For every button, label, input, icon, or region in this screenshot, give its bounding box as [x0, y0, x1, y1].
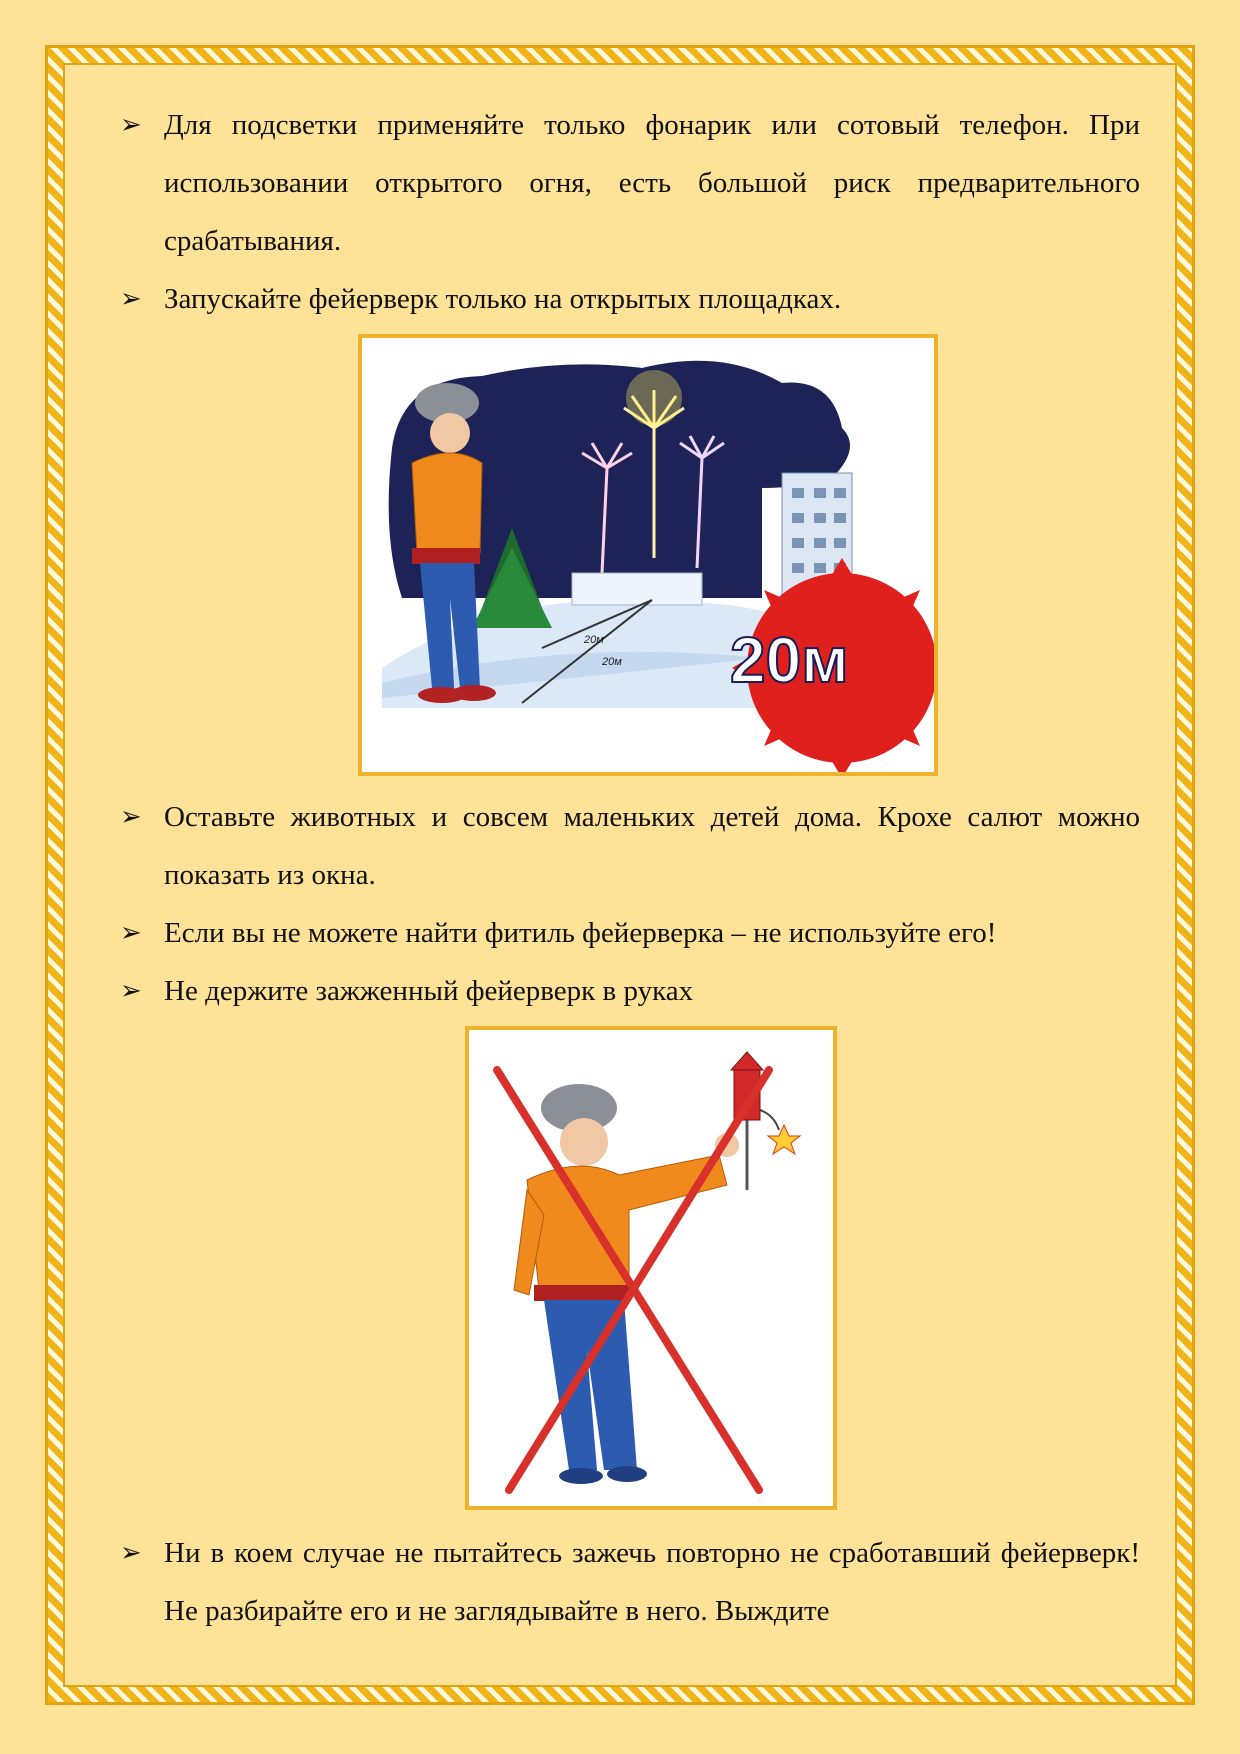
list-item	[120, 788, 1140, 904]
distance-badge-label: 20м	[730, 624, 849, 696]
list-item-text: Оставьте животных и совсем маленьких детей дома. Крохе салют можно показать из окна.	[164, 801, 1140, 891]
list-item	[120, 96, 1140, 270]
list-item	[120, 270, 1140, 328]
distance-label: 20м	[584, 634, 604, 646]
fireworks-distance-illustration	[358, 334, 938, 776]
holding-firework-forbidden-illustration	[465, 1026, 837, 1510]
list-item	[120, 904, 1140, 962]
list-item	[120, 1524, 1140, 1640]
distance-label: 20м	[602, 656, 622, 668]
forbidden-person-icon	[469, 1030, 833, 1506]
list-item-text: Для подсветки применяйте только фонарик или сотовый телефон. При использовании открытого огня, есть большой риск предварительного срабатывания.	[164, 109, 1140, 257]
list-item-text: Запускайте фейерверк только на открытых площадках.	[164, 283, 842, 315]
arrow-bullet-icon: ➢	[120, 110, 142, 139]
list-item-text: Ни в коем случае не пытайтесь зажечь повторно не сработавший фейерверк! Не разбирайте его и не заглядывайте в него. Выждите	[164, 1537, 1140, 1627]
list-item-text: Если вы не можете найти фитиль фейерверка – не используйте его!	[164, 917, 997, 949]
arrow-bullet-icon: ➢	[120, 802, 142, 831]
fireworks-scene-icon	[362, 338, 934, 772]
list-item	[120, 962, 1140, 1020]
arrow-bullet-icon: ➢	[120, 976, 142, 1005]
arrow-bullet-icon: ➢	[120, 918, 142, 947]
list-item-text: Не держите зажженный фейерверк в руках	[164, 975, 694, 1007]
arrow-bullet-icon: ➢	[120, 1538, 142, 1567]
arrow-bullet-icon: ➢	[120, 284, 142, 313]
